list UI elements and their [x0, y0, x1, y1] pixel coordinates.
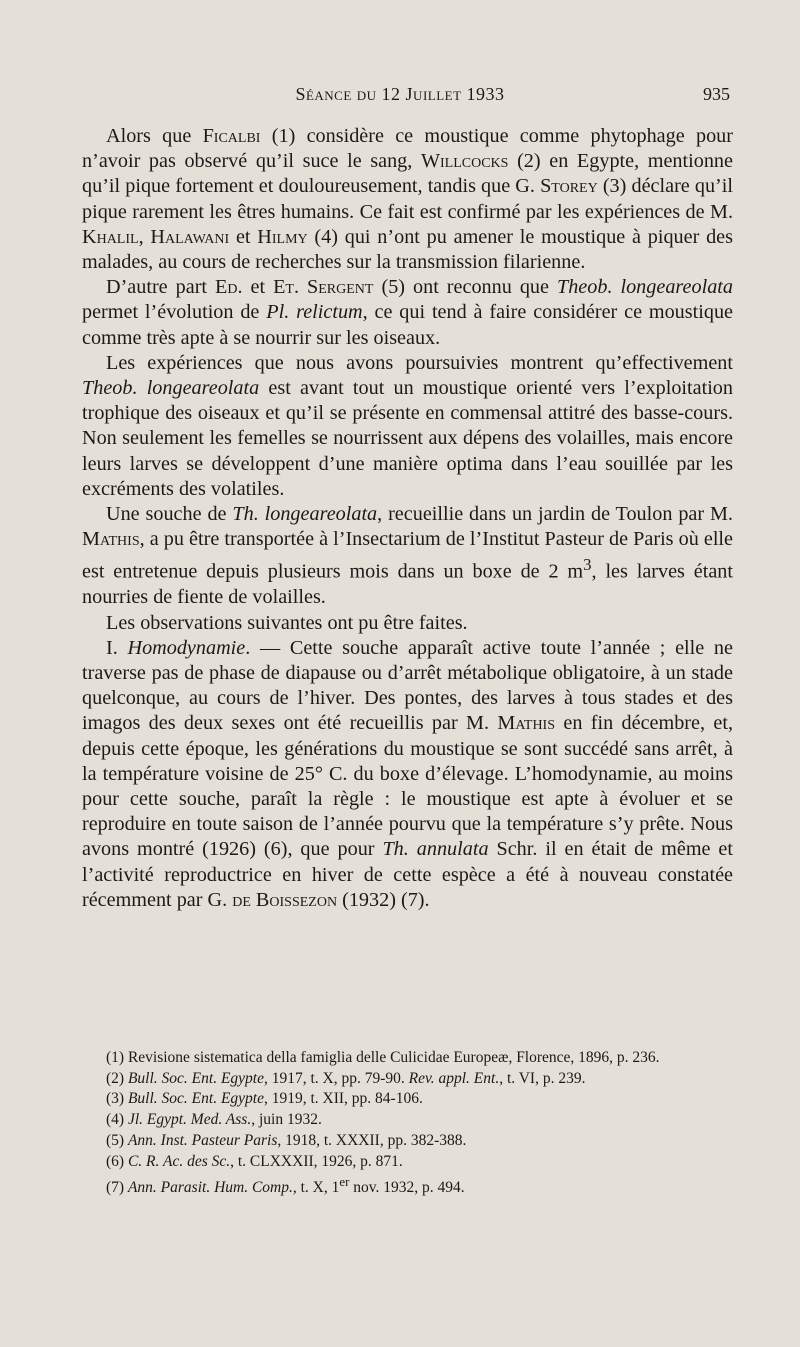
text-run: (7)	[106, 1179, 128, 1197]
paragraph	[82, 351, 733, 502]
text-run: , 1917, t. X, pp. 79-90.	[263, 1069, 409, 1087]
text-run: (2)	[106, 1069, 128, 1087]
footnotes	[86, 1048, 738, 1199]
italic-text: Jl. Egypt. Med. Ass.	[127, 1111, 252, 1129]
page-number: 935	[703, 84, 730, 104]
text-run: (4)	[106, 1111, 128, 1129]
text-run: , t. VI, p. 239.	[499, 1069, 586, 1087]
text-run: (1) considère ce moustique comme phytophage pour n’avoir pas observé qu’il suce le sang,	[82, 125, 733, 173]
text-run: permet l’évolution de	[82, 301, 267, 324]
superscript: er	[339, 1174, 350, 1190]
text-run: Alors que	[106, 125, 203, 147]
footnote	[86, 1089, 738, 1110]
body-text	[82, 124, 733, 913]
text-run: et	[242, 276, 274, 299]
text-run: , t. X, 1	[292, 1179, 340, 1197]
text-run: (6)	[106, 1152, 128, 1170]
italic-text: C. R. Ac. des Sc.	[127, 1152, 231, 1170]
text-run: (1932) (7).	[337, 888, 430, 911]
text-run: , t. CLXXXII, 1926, p. 871.	[230, 1152, 403, 1170]
italic-text: Ann. Inst. Pasteur Paris	[127, 1131, 278, 1149]
text-run: I.	[106, 636, 128, 659]
text-run: Une souche de	[106, 503, 233, 526]
text-run: , juin 1932.	[251, 1111, 322, 1129]
text-run: (2) en Egypte, mentionne qu’il pique fortement et douloureusement, tandis que G.	[82, 150, 733, 198]
author-name: Halawani	[150, 225, 230, 248]
text-run: (3)	[106, 1090, 128, 1108]
text-run: ,	[138, 225, 151, 248]
footnote	[86, 1069, 738, 1090]
author-name: Storey	[540, 175, 598, 198]
author-name: Khalil	[82, 225, 139, 248]
author-name: de Boissezon	[232, 888, 338, 911]
footnote	[86, 1048, 738, 1069]
italic-text: Theob. longeareolata	[82, 377, 260, 400]
author-name: Ed.	[215, 276, 243, 299]
italic-text: Th. longeareolata	[232, 503, 378, 526]
italic-text: Theob. longeareolata	[556, 276, 733, 299]
author-name: Sergent	[307, 276, 374, 299]
text-run: (1) Revisione sistematica della famiglia delle Culicidae Europeæ, Florence, 1896, p. 236.	[106, 1049, 660, 1066]
italic-text: Ann. Parasit. Hum. Comp.	[127, 1179, 293, 1197]
superscript: 3	[583, 555, 592, 575]
text-run: , 1918, t. XXXII, pp. 382-388.	[277, 1131, 467, 1149]
author-name: Et.	[273, 276, 300, 299]
text-run	[299, 276, 307, 298]
page-header	[0, 84, 800, 114]
text-run: , les larves étant nourries de fiente de volailles.	[82, 561, 733, 609]
italic-text: Th. annulata	[382, 838, 489, 861]
italic-text: Rev. appl. Ent.	[408, 1069, 500, 1087]
text-run: . — Cette souche apparaît active toute l’année ; elle ne traverse pas de phase de diapause ou d’arrêt métabolique obligatoire, à un stade quelconque, au cours de l’hiver. Des pontes, des larves à tous stades et des imagos des deux sexes ont été recueillis par M.	[82, 636, 733, 735]
paragraph	[82, 502, 733, 611]
author-name: Willcocks	[420, 150, 509, 173]
text-run: en fin décembre, et, depuis cette époque, les générations du moustique se sont succédé sans arrêt, à la température voisine de 25° C. du boxe d’élevage. L’homodynamie, au moins pour cette souche, paraît la règle : le moustique est apte à évoluer et se reproduire en toute saison de l’année pourvu que la température s’y prête. Nous avons montré (1926) (6), que pour	[82, 712, 733, 861]
footnote	[86, 1131, 738, 1152]
paragraph	[82, 124, 733, 275]
text-run: Les expériences que nous avons poursuivies montrent qu’effectivement	[106, 351, 733, 374]
italic-text: Homodynamie	[127, 636, 246, 659]
footnote	[86, 1172, 738, 1199]
text-run: , recueillie dans un jardin de Toulon par M.	[377, 503, 733, 526]
author-name: Ficalbi	[202, 125, 261, 147]
text-run: Schr. il en était de même et l’activité reproductrice en hiver de cette espèce a été à nouveau constatée récemment par G.	[82, 838, 733, 911]
text-run: Les observations suivantes ont pu être faites.	[106, 611, 468, 634]
text-run: (5)	[106, 1131, 128, 1149]
text-run: (3) déclare qu’il pique rarement les êtres humains. Ce fait est confirmé par les expériences de M.	[82, 175, 733, 223]
italic-text: Pl. relictum	[266, 301, 363, 324]
text-run: , 1919, t. XII, pp. 84-106.	[263, 1090, 423, 1108]
author-name: Mathis	[82, 528, 140, 551]
text-run: (4) qui n’ont pu amener le moustique à piquer des malades, au cours de recherches sur la transmission filarienne.	[82, 225, 733, 274]
footnote	[86, 1110, 738, 1131]
author-name: Mathis	[497, 712, 556, 735]
paragraph	[82, 275, 733, 351]
paragraph	[82, 636, 733, 913]
text-run: , ce qui tend à faire considérer ce moustique comme très apte à se nourrir sur les oiseaux.	[82, 301, 733, 349]
italic-text: Bull. Soc. Ent. Egypte	[127, 1069, 264, 1087]
italic-text: Bull. Soc. Ent. Egypte	[127, 1090, 264, 1108]
text-run: (5) ont reconnu que	[373, 276, 557, 299]
text-run: est avant tout un moustique orienté vers l’exploitation trophique des oiseaux et qu’il se présente en commensal attitré des basse-cours. Non seulement les femelles se nourrissent aux dépens des volailles, mais encore leurs larves se développent d’une manière optima dans l’eau souillée par les excréments des volatiles.	[82, 377, 733, 500]
running-title: Séance du 12 Juillet 1933	[295, 84, 505, 104]
text-run: nov. 1932, p. 494.	[349, 1179, 465, 1197]
text-run: et	[229, 225, 258, 248]
text-run: D’autre part	[106, 276, 216, 299]
author-name: Hilmy	[257, 225, 308, 248]
footnote	[86, 1152, 738, 1173]
text-run: , a pu être transportée à l’Insectarium de l’Institut Pasteur de Paris où elle est entretenue depuis plusieurs mois dans un boxe de 2 m	[82, 528, 733, 584]
paragraph	[82, 611, 733, 636]
